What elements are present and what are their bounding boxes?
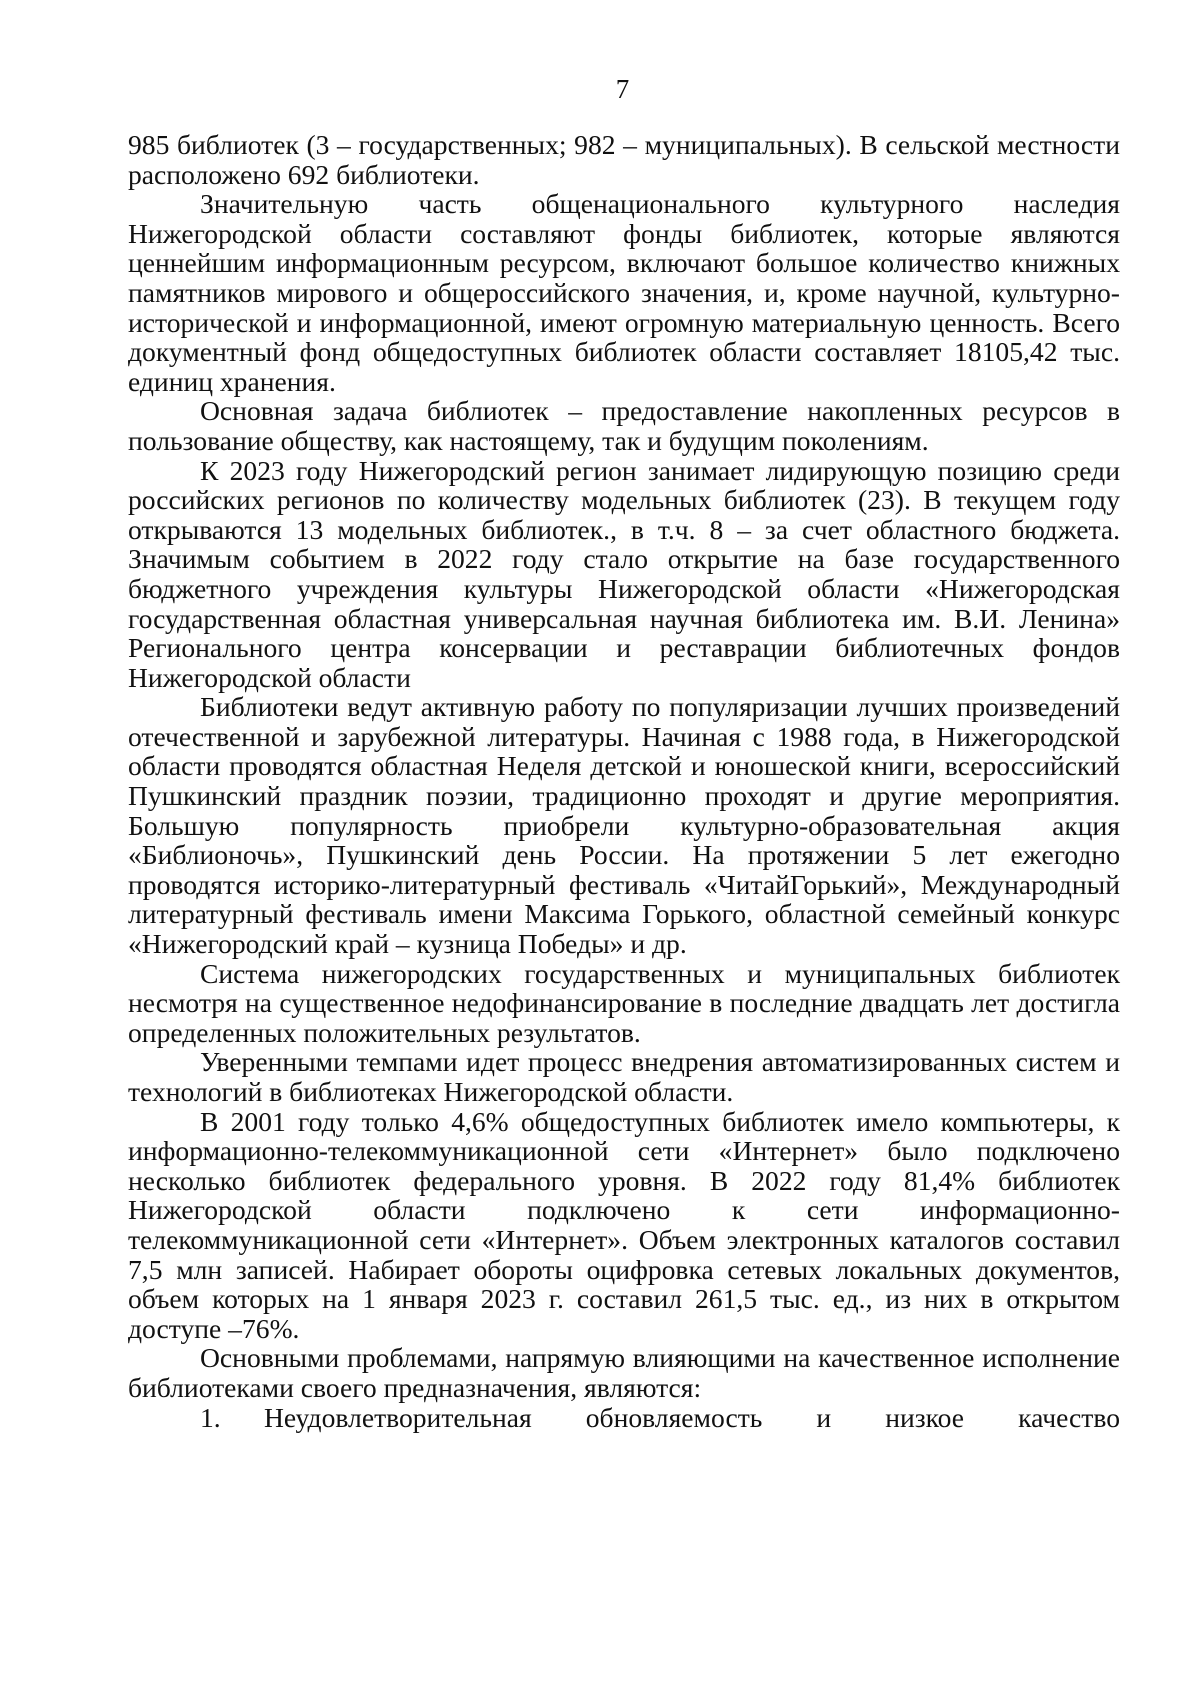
paragraph-continuation: 985 библиотек (3 – государственных; 982 – муниципальных). В сельской местности расположено 692 библиотеки. <box>128 129 1120 190</box>
paragraph-main-task: Основная задача библиотек – предоставление накопленных ресурсов в пользование обществу, как настоящему, так и будущим поколениям. <box>128 395 1120 456</box>
paragraph-main-problems: Основными проблемами, напрямую влияющими на качественное исполнение библиотеками своего предназначения, являются: <box>128 1342 1120 1403</box>
paragraph-popularization: Библиотеки ведут активную работу по популяризации лучших произведений отечественной и зарубежной литературы. Начиная с 1988 года, в Нижегородской области проводятся областная Неделя детской и юношеской книги, всероссийский Пушкинский праздник поэзии, традиционно проходят и другие мероприятия. Большую популярность приобрели культурно-образовательная акция «Библионочь», Пушкинский день России. На протяжении 5 лет ежегодно проводятся историко-литературный фестиваль «ЧитайГорький», Международный литературный фестиваль имени Максима Горького, областной семейный конкурс «Нижегородский край – кузница Победы» и др. <box>128 691 1120 960</box>
body-text <box>128 130 1120 1432</box>
paragraph-model-libraries: К 2023 году Нижегородский регион занимает лидирующую позицию среди российских регионов по количеству модельных библиотек (23). В текущем году открываются 13 модельных библиотек., в т.ч. 8 – за счет областного бюджета. Значимым событием в 2022 году стало открытие на базе государственного бюджетного учреждения культуры Нижегородской области «Нижегородская государственная областная универсальная научная библиотека им. В.И. Ленина» Регионального центра консервации и реставрации библиотечных фондов Нижегородской области <box>128 454 1120 693</box>
paragraph-system-results: Система нижегородских государственных и муниципальных библиотек несмотря на существенное недофинансирование в последние двадцать лет достигла определенных положительных результатов. <box>128 957 1120 1048</box>
list-item <box>128 1403 1120 1433</box>
list-item-text: Неудовлетворительная обновляемость и низкое качество <box>264 1401 1120 1433</box>
paragraph-automation: Уверенными темпами идет процесс внедрения автоматизированных систем и технологий в библиотеках Нижегородской области. <box>128 1046 1120 1107</box>
page-number: 7 <box>615 74 630 104</box>
paragraph-internet-statistics: В 2001 году только 4,6% общедоступных библиотек имело компьютеры, к информационно-телекоммуникационной сети «Интернет» было подключено несколько библиотек федерального уровня. В 2022 году 81,4% библиотек Нижегородской области подключено к сети информационно-телекоммуникационной сети «Интернет». Объем электронных каталогов составил 7,5 млн записей. Набирает обороты оцифровка сетевых локальных документов, объем которых на 1 января 2023 г. составил 261,5 тыс. ед., из них в открытом доступе –76%. <box>128 1105 1120 1344</box>
list-item-number: 1. <box>200 1401 221 1433</box>
paragraph-cultural-heritage: Значительную часть общенационального культурного наследия Нижегородской области составляют фонды библиотек, которые являются ценнейшим информационным ресурсом, включают большое количество книжных памятников мирового и общероссийского значения, и, кроме научной, культурно-исторической и информационной, имеют огромную материальную ценность. Всего документный фонд общедоступных библиотек области составляет 18105,42 тыс. единиц хранения. <box>128 188 1120 397</box>
